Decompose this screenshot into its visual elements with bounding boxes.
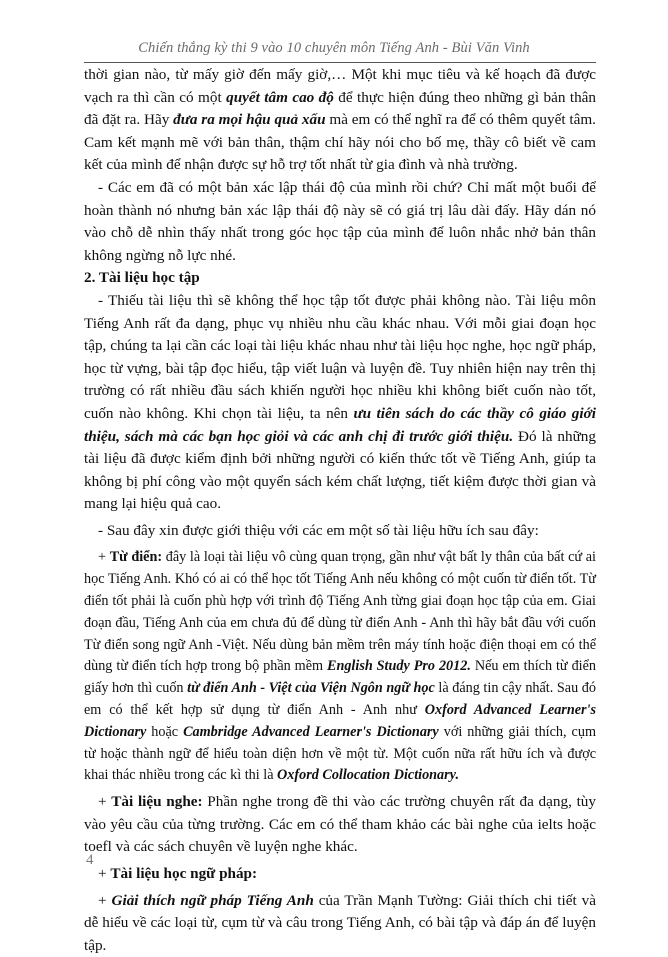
text: Phần nghe trong đề thi vào các trường chuyên rất đa dạng, tùy vào yêu cầu của từng trường. Các em có thể tham khảo các bài nghe của ielts hoặc toefl và các sách chuyên về luyện nghe khác. bbox=[84, 793, 596, 856]
emphasis: đưa ra mọi hậu quả xấu bbox=[173, 111, 326, 129]
list-item-dictionary bbox=[84, 547, 596, 787]
bullet: + bbox=[98, 891, 112, 909]
book-title: Oxford Collocation Dictionary. bbox=[277, 767, 459, 784]
paragraph-commitment bbox=[84, 64, 596, 177]
header-divider bbox=[84, 62, 596, 63]
book-title: English Study Pro 2012. bbox=[326, 658, 471, 675]
emphasis: ưu tiên sách do các thầy cô giáo giới thiệu, sách mà các bạn học giỏi và các anh chị đi trước giới thiệu. bbox=[84, 404, 596, 445]
text: với những giải thích, cụm từ hoặc thành ngữ để hiểu toàn diện hơn về một từ. Một cuốn nữa rất hữu ích và được khai thác nhiều trong các kì thi là bbox=[84, 723, 596, 784]
page-body bbox=[84, 64, 596, 957]
paragraph-materials bbox=[84, 290, 596, 516]
text: để thực hiện đúng theo những gì bản thân đã đặt ra. Hãy bbox=[84, 88, 596, 129]
paragraph-attitude: - Các em đã có một bản xác lập thái độ của mình rồi chứ? Chỉ mất một buổi để hoàn thành nó nhưng bản xác lập thái độ này sẽ có giá trị lâu dài đấy. Hãy dán nó vào chỗ dễ nhìn thấy nhất trong góc học tập của mình để luôn nhắc nhở bản thân không ngừng nỗ lực nhé. bbox=[84, 178, 596, 264]
book-title: từ điển Anh - Việt của Viện Ngôn ngữ học bbox=[187, 680, 435, 697]
list-item-grammar bbox=[84, 863, 596, 886]
item-label: Tài liệu nghe: bbox=[111, 793, 203, 811]
book-title: Cambridge Advanced Learner's Dictionary bbox=[183, 723, 439, 740]
bullet: + bbox=[98, 793, 112, 811]
bullet: + bbox=[98, 549, 110, 566]
page-number: 4 bbox=[86, 852, 94, 868]
bullet: + bbox=[98, 865, 111, 883]
section-heading: 2. Tài liệu học tập bbox=[84, 269, 200, 287]
list-item-grammar-book bbox=[84, 890, 596, 957]
book-title: Giải thích ngữ pháp Tiếng Anh bbox=[111, 891, 314, 909]
item-label: Tài liệu học ngữ pháp: bbox=[110, 865, 258, 883]
text: của Trần Mạnh Tường: Giải thích chi tiết và dễ hiểu về các loại từ, cụm từ và câu trong Tiếng Anh, có bài tập và đáp án để luyện tập. bbox=[84, 891, 596, 954]
emphasis: quyết tâm cao độ bbox=[226, 88, 334, 106]
text: là đáng tin cậy nhất. Sau đó em có thể kết hợp sử dụng từ điển Anh - Anh như bbox=[84, 680, 596, 719]
text: mà em có thể nghĩ ra để có thêm quyết tâm. Cam kết mạnh mẽ với bản thân, thậm chí hãy nói cho bố mẹ, thầy cô biết về cam kết của mình để nhận được sự hỗ trợ tốt nhất từ gia đình và nhà trường. bbox=[84, 111, 596, 174]
text: thời gian nào, từ mấy giờ đến mấy giờ,… Một khi mục tiêu và kế hoạch đã được vạch ra thì cần có một bbox=[84, 66, 596, 106]
text: hoặc bbox=[146, 723, 184, 740]
running-header: Chiến thắng kỳ thi 9 vào 10 chuyên môn Tiếng Anh - Bùi Văn Vinh bbox=[138, 40, 530, 56]
text: Đó là những tài liệu đã được kiểm định bởi những người có kiến thức tốt về Tiếng Anh, giúp ta không bị phí công vào một quyển sách kém chất lượng, tiết kiệm được thời gian và mang lại hiệu quả cao. bbox=[84, 427, 596, 513]
book-title: Oxford Advanced Learner's Dictionary bbox=[84, 702, 596, 740]
item-label: Từ điển: bbox=[109, 549, 163, 566]
text: - Thiếu tài liệu thì sẽ không thể học tập tốt được phải không nào. Tài liệu môn Tiếng Anh rất đa dạng, phục vụ nhiều nhu cầu khác nhau. Với mỗi giai đoạn học tập, chúng ta lại cần các loại tài liệu khác nhau như tài liệu học nghe, học ngữ pháp, học từ vựng, bài tập đọc hiểu, tập viết luận và luyện đề. Tuy nhiên hiện nay trên thị trường có rất nhiều đầu sách khiến người học nhiều khi không biết cuốn nào tốt, cuốn nào không. Khi chọn tài liệu, ta nên bbox=[84, 291, 596, 422]
text: đây là loại tài liệu vô cùng quan trọng, gần như vật bất ly thân của bất cứ ai học Tiếng Anh. Khó có ai có thể học tốt Tiếng Anh nếu không có một cuốn từ điển tốt. Từ điển tốt phải là cuốn phù hợp với trình độ Tiếng Anh từng giai đoạn học tập của em. Giai đoạn đầu, Tiếng Anh của em chưa đủ để dùng từ điển Anh - Anh thì hãy bắt đầu với cuốn Từ điển song ngữ Anh -Việt. Nếu dùng bản mềm trên máy tính hoặc điện thoại em có thể dùng từ điển tích hợp trong bộ phần mềm bbox=[84, 549, 596, 675]
list-item-listening bbox=[84, 791, 596, 859]
text: Nếu em thích từ điển giấy hơn thì cuốn bbox=[84, 658, 596, 697]
paragraph-intro-list: - Sau đây xin được giới thiệu với các em một số tài liệu hữu ích sau đây: bbox=[98, 521, 539, 539]
